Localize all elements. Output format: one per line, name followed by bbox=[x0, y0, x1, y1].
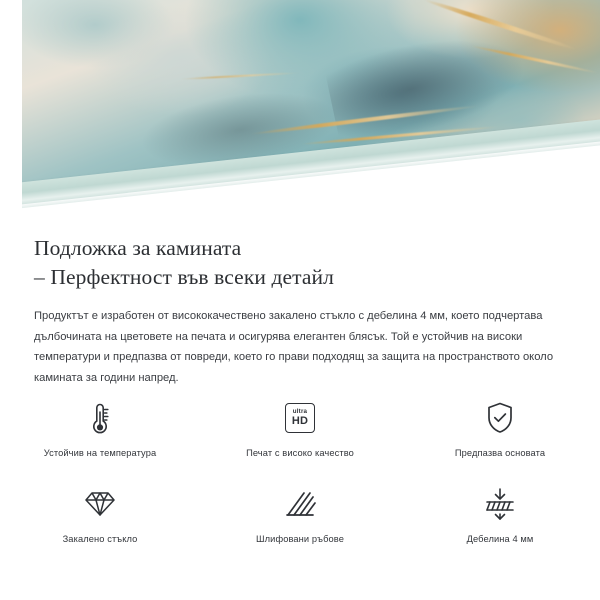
feature-item-thickness bbox=[400, 484, 600, 552]
feature-item-tempered-glass bbox=[0, 484, 200, 552]
diamond-icon bbox=[82, 484, 118, 524]
sparkle-icon bbox=[520, 186, 536, 202]
feature-item-print-quality bbox=[200, 398, 400, 466]
feature-label: Предпазва основата bbox=[454, 448, 546, 458]
thickness-icon bbox=[482, 484, 518, 524]
description-paragraph: Продуктът е изработен от висококачествено закалено стъкло с дебелина 4 мм, което подчертава дълбочината на цветовете на печата и осигурява елегантен блясък. Той е устойчив на високи температури и предпазва от повреди, което го прави подходящ за защита на пространството около камината за години напред. bbox=[34, 310, 554, 384]
hero-left-margin bbox=[0, 0, 22, 222]
feature-label: Закалено стъкло bbox=[62, 534, 138, 544]
feature-label: Устойчив на температура bbox=[43, 448, 157, 458]
ultra-hd-icon bbox=[285, 398, 315, 438]
feature-item-polished-edges bbox=[200, 484, 400, 552]
thermometer-icon bbox=[83, 398, 117, 438]
feature-grid bbox=[0, 398, 600, 552]
feature-item-surface-protection bbox=[400, 398, 600, 466]
feature-label: Печат с високо качество bbox=[246, 448, 354, 458]
feature-label: Шлифовани ръбове bbox=[256, 534, 344, 544]
hero-image bbox=[0, 0, 600, 222]
text-content bbox=[0, 222, 600, 388]
polished-edges-icon bbox=[282, 484, 318, 524]
page-title bbox=[34, 234, 566, 292]
headline-line-2: – Перфектност във всеки детайл bbox=[34, 265, 334, 289]
shield-check-icon bbox=[483, 398, 517, 438]
headline-line-1: Подложка за камината bbox=[34, 236, 242, 260]
feature-item-temperature bbox=[0, 398, 200, 466]
ultra-hd-top-text: ultra bbox=[292, 407, 308, 415]
ultra-hd-bottom-text: HD bbox=[291, 415, 309, 428]
feature-label: Дебелина 4 мм bbox=[466, 534, 534, 544]
